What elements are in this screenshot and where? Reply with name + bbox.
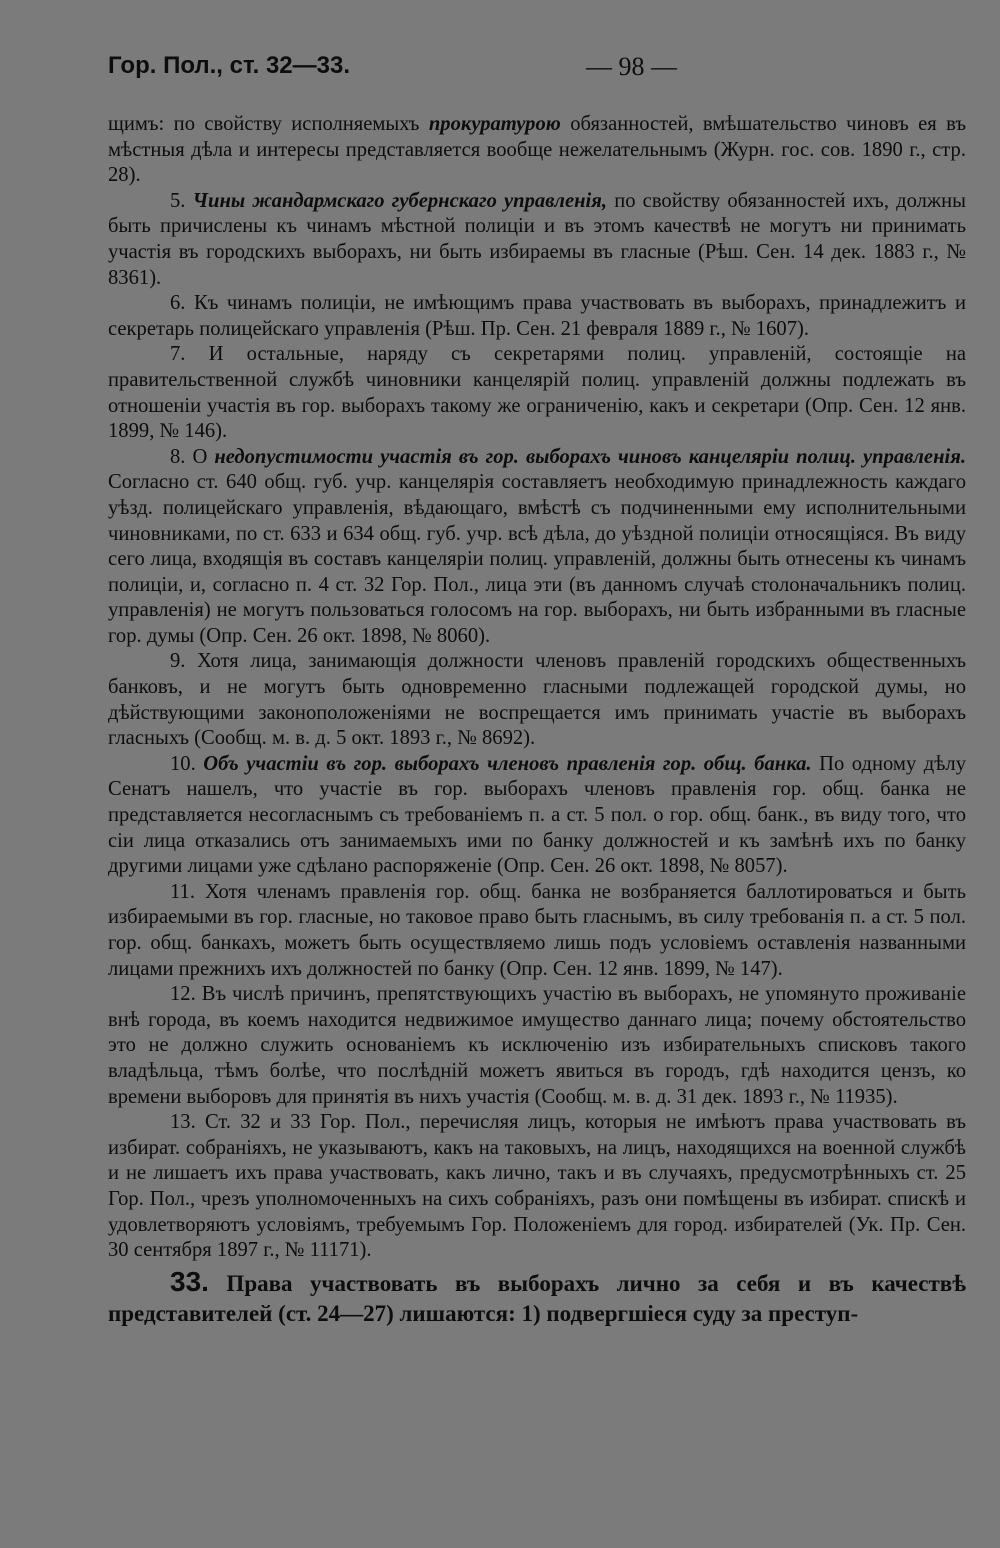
- paragraph: 6. Къ чинамъ полиціи, не имѣющимъ права участвовать въ выборахъ, принадлежитъ и секретарь полицейскаго управленія (Рѣш. Пр. Сен. 21 февраля 1889 г., № 1607).: [108, 292, 966, 340]
- paragraph: 5. Чины жандармскаго губернскаго управленія, по свойству обязанностей ихъ, должны быть причислены къ чинамъ мѣстной полиціи и въ этомъ качествѣ не могутъ ни принимать участія въ городскихъ выборахъ, ни быть избираемы въ гласные (Рѣш. Сен. 14 дек. 1883 г., № 8361).: [108, 189, 967, 289]
- paragraph: 11. Хотя членамъ правленія гор. общ. банка не возбраняется баллотироваться и быть избираемыми въ гор. гласные, но таковое право быть гласнымъ, въ силу требованія п. а ст. 5 пол. гор. общ. банкахъ, можетъ быть осуществляемо лишь подъ условіемъ оставленія названными лицами прежнихъ ихъ должностей по банку (Опр. Сен. 12 янв. 1899, № 147).: [108, 880, 966, 980]
- paragraph: 13. Ст. 32 и 33 Гор. Пол., перечисляя лицъ, которыя не имѣютъ права участвовать въ избират. собраніяхъ, не указываютъ, какъ на таковыхъ, на лицъ, находящихся на военной службѣ и не лишаетъ ихъ права участвовать, какъ лично, такъ и въ случаяхъ, предусмотрѣнныхъ ст. 25 Гор. Пол., чрезъ уполномоченныхъ на сихъ собраніяхъ, разъ они помѣщены въ избират. спискѣ и удовлетворяютъ условіямъ, требуемымъ Гор. Положеніемъ для город. избирателей (Ук. Пр. Сен. 30 сентября 1897 г., № 11171).: [108, 1111, 966, 1262]
- page-header: [108, 52, 968, 86]
- paragraph: 9. Хотя лица, занимающія должности членовъ правленій городскихъ общественныхъ банковъ, и не могутъ быть одновременно гласными подлежащей городской думы, но дѣйствующими законоположеніями не воспрещается имъ принимать участіе въ выборахъ гласныхъ (Сообщ. м. в. д. 5 окт. 1893 г., № 8692).: [108, 650, 966, 750]
- emphasis: прокуратурою: [428, 113, 561, 135]
- emphasis: Чины жандармскаго губернскаго управленія,: [192, 189, 608, 212]
- paragraph: щимъ: по свойству исполняемыхъ прокуратурою обязанностей, вмѣшательство чиновъ ея въ мѣстныя дѣла и интересы представляется вообще нежелательнымъ (Журн. гос. сов. 1890 г., стр. 28).: [108, 113, 966, 187]
- paragraph: 12. Въ числѣ причинъ, препятствующихъ участію въ выборахъ, не упомянуто проживаніе внѣ города, въ коемъ находится недвижимое имущество даннаго лица; почему обстоятельство это не должно служить основаніемъ къ исключенію изъ избирательныхъ списковъ такого владѣльца, тѣмъ болѣе, что послѣдній можетъ явиться въ городъ, гдѣ находится цензъ, ко времени выборовъ для принятія въ нихъ участія (Сообщ. м. в. д. 31 дек. 1893 г., № 11935).: [108, 983, 966, 1108]
- article-33: 33. Права участвовать въ выборахъ лично за себя и въ качествѣ представителей (ст. 24—27) лишаются: 1) подвергшіеся суду за преступ-: [108, 1265, 966, 1326]
- article-number: 33.: [170, 1265, 209, 1297]
- paragraph: 10. Объ участіи въ гор. выборахъ членовъ правленія гор. общ. банка. По одному дѣлу Сенатъ нашелъ, что участіе въ гор. выборахъ членовъ правленія гор. общ. банка не представляется несогласнымъ съ требованіемъ п. а ст. 5 пол. о гор. общ. банк., въ виду того, что сіи лица отказались отъ занимаемыхъ ими по банку должностей и къ замѣнѣ ихъ по банку другими лицами уже сдѣлано распоряженіе (Опр. Сен. 26 окт. 1898, № 8057).: [108, 752, 966, 878]
- emphasis: Объ участіи въ гор. выборахъ членовъ правленія гор. общ. банка.: [203, 752, 812, 775]
- page-number: — 98 —: [586, 52, 677, 81]
- running-title: Гор. Пол., ст. 32—33.: [108, 52, 351, 79]
- page-body: [108, 112, 966, 1329]
- emphasis: недопустимости участія въ гор. выборахъ чиновъ канцеляріи полиц. управленія.: [214, 445, 966, 468]
- paragraph: 8. О недопустимости участія въ гор. выборахъ чиновъ канцеляріи полиц. управленія. Согласно ст. 640 общ. губ. учр. канцелярія составляетъ необходимую принадлежность каждаго уѣзд. полицейскаго управленія, вѣдающаго, вмѣстѣ съ подчиненными ему исполнительными чиновниками, по ст. 633 и 634 общ. губ. учр. всѣ дѣла, до уѣздной полиціи относящіяся. Въ виду сего лица, входящія въ составъ канцеляріи полиц. управленій, должны быть отнесены къ чинамъ полиціи, и, согласно п. 4 ст. 32 Гор. Пол., лица эти (въ данномъ случаѣ столоначальникъ полиц. управленія) не могутъ пользоваться голосомъ на гор. выборахъ, ни быть избранными въ гласные гор. думы (Опр. Сен. 26 окт. 1898, № 8060).: [108, 445, 966, 647]
- paragraph: 7. И остальные, наряду съ секретарями полиц. управленій, состоящіе на правительственной службѣ чиновники канцелярій полиц. управленій должны подлежать въ отношеніи участія въ гор. выборахъ такому же ограниченію, какъ и секретари (Опр. Сен. 12 янв. 1899, № 146).: [108, 343, 966, 443]
